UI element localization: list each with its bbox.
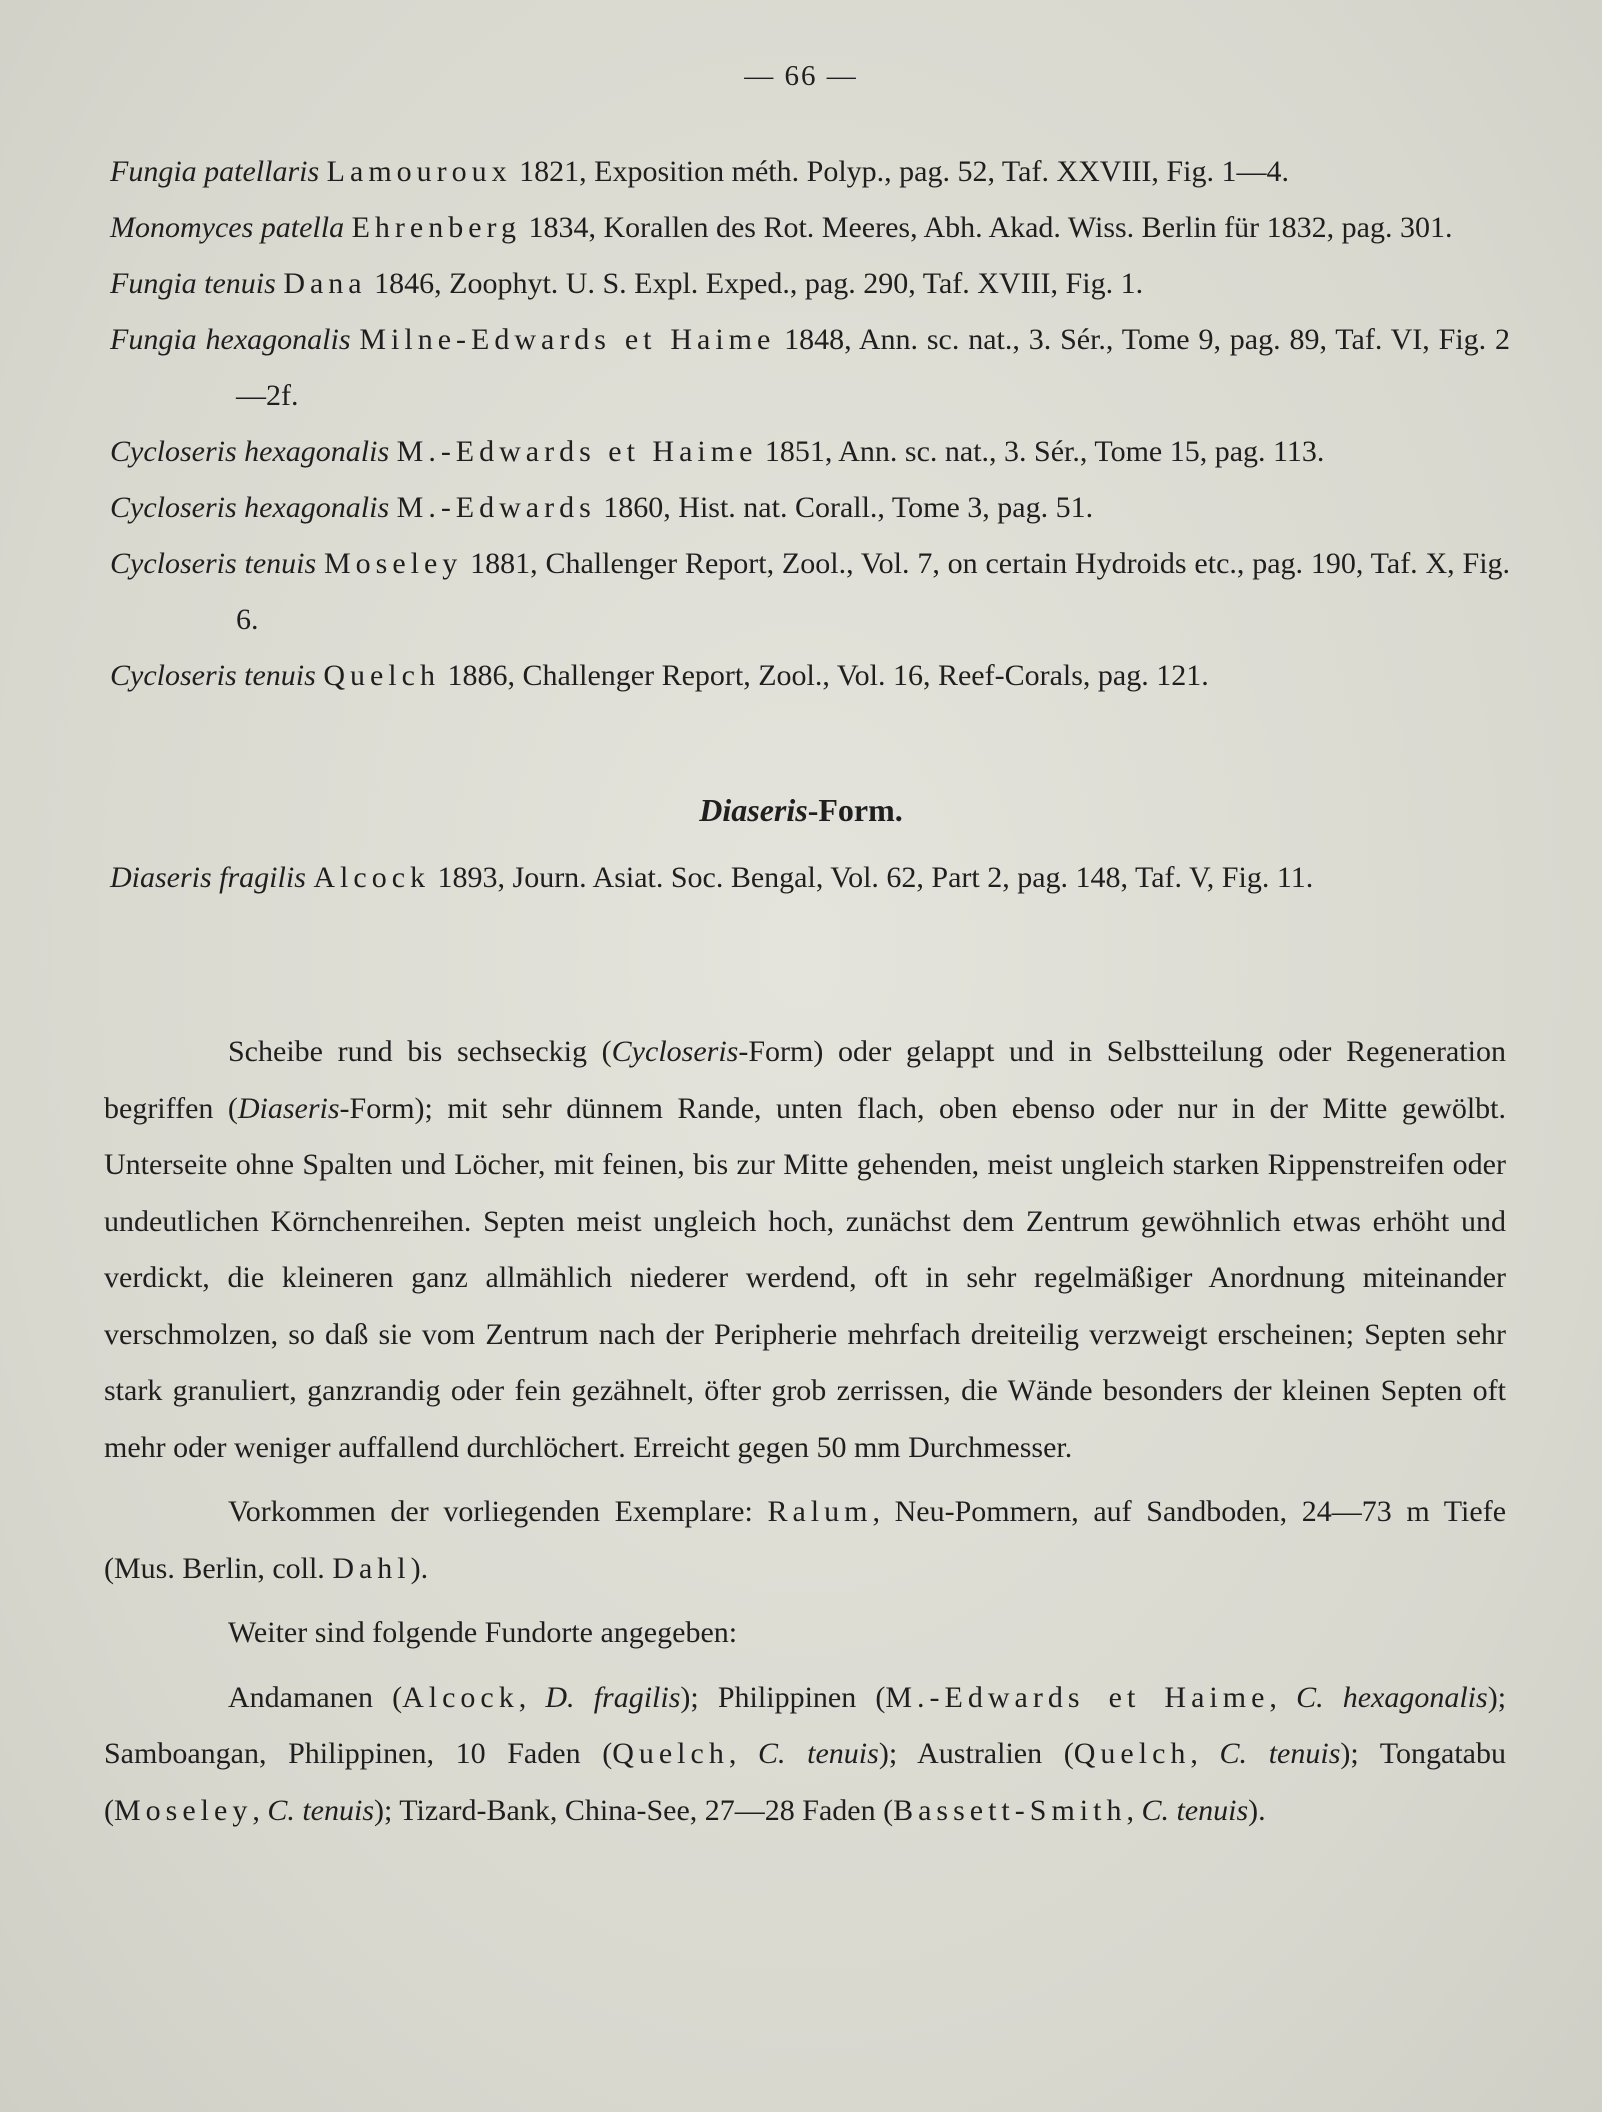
- text-run: ); Australien (: [878, 1737, 1074, 1770]
- text-run: ).: [1248, 1793, 1266, 1827]
- text-run: Scheibe rund bis sechseckig (: [228, 1035, 612, 1068]
- species-name: Monomyces patella: [110, 211, 345, 244]
- species-name: Cycloseris hexagonalis: [110, 491, 390, 524]
- synonymy-list: [110, 144, 1510, 704]
- species-name: C. tenuis: [267, 1793, 374, 1827]
- text-run: ); Tizard-Bank, China-See, 27—28 Faden (: [374, 1793, 894, 1827]
- species-name: Fungia tenuis: [110, 267, 276, 300]
- synonym-entry: [110, 312, 1510, 424]
- text-run: ); Philippinen (: [680, 1680, 886, 1714]
- author-name: Moseley: [323, 547, 463, 580]
- text-run: Vorkommen der vorliegenden Exemplare:: [228, 1495, 753, 1528]
- heading-suffix: -Form.: [807, 792, 903, 828]
- synonym-entry: [110, 850, 1510, 906]
- author-name: Milne-Edwards et Haime: [359, 323, 776, 356]
- citation: 1860, Hist. nat. Corall., Tome 3, pag. 51.: [603, 491, 1094, 524]
- text-run: , Neu-Pommern, auf Sandboden, 24—73 m Tiefe (Mus. Berlin, coll.: [104, 1495, 1507, 1585]
- citation: 1881, Challenger Report, Zool., Vol. 7, on certain Hydroids etc., pag. 190, Taf. X, Fig. 6.: [236, 547, 1511, 636]
- species-name: D. fragilis: [545, 1680, 681, 1714]
- species-name: C. tenuis: [1141, 1793, 1249, 1827]
- author-name: Moseley: [114, 1793, 253, 1827]
- citation: 1893, Journ. Asiat. Soc. Bengal, Vol. 62, Part 2, pag. 148, Taf. V, Fig. 11.: [437, 861, 1314, 894]
- occurrence-paragraph: [104, 1484, 1506, 1597]
- species-name: C. tenuis: [1219, 1737, 1341, 1770]
- page-number: — 66 —: [744, 60, 858, 92]
- author-name: M.-Edwards et Haime: [885, 1680, 1270, 1714]
- text-run: ); Samboangan, Philippinen, 10 Faden (: [104, 1680, 1507, 1770]
- text-run: ); Tongatabu (: [104, 1737, 1507, 1827]
- citation: 1846, Zoophyt. U. S. Expl. Exped., pag. 290, Taf. XVIII, Fig. 1.: [374, 267, 1144, 300]
- species-name: Cycloseris tenuis: [110, 547, 317, 580]
- text-run: -Form); mit sehr dünnem Rande, unten flach, oben ebenso oder nur in der Mitte gewölbt. Unterseite ohne Spalten und Löcher, mit feinen, bis zur Mitte gehenden, meist ungleich starken Rippenstreifen oder undeutlichen Körnchenreihen. Septen meist ungleich hoch, zunächst dem Zentrum gewöhnlich etwas erhöht und verdickt, die kleineren ganz allmählich niederer werdend, oft in sehr regelmäßiger Anordnung miteinander verschmolzen, so daß sie vom Zentrum nach der Peripherie mehrfach dreiteilig verzweigt erscheinen; Septen sehr stark granuliert, ganzrandig oder fein gezähnelt, öfter grob zerrissen, die Wände besonders der kleinen Septen oft mehr oder weniger auffallend durchlöchert. Erreicht gegen 50 mm Durchmesser.: [104, 1091, 1506, 1464]
- text-run: ).: [410, 1551, 429, 1585]
- species-name: Cycloseris tenuis: [110, 659, 316, 692]
- author-name: M.-Edwards et Haime: [396, 435, 758, 468]
- description-paragraph: [104, 1024, 1506, 1476]
- synonym-entry: [110, 536, 1510, 648]
- citation: 1886, Challenger Report, Zool., Vol. 16, Reef-Corals, pag. 121.: [447, 659, 1209, 692]
- author-name: Bassett-Smith: [893, 1793, 1127, 1827]
- author-name: Quelch: [612, 1737, 729, 1770]
- author-name: Alcock: [313, 861, 431, 894]
- diaseris-synonymy: [110, 850, 1510, 906]
- synonym-entry: [110, 200, 1510, 256]
- species-name: Cycloseris hexagonalis: [110, 435, 390, 468]
- genus-name: Diaseris: [237, 1091, 340, 1125]
- author-name: Quelch: [323, 659, 440, 692]
- species-name: Fungia patellaris: [110, 155, 320, 188]
- locality-name: Ralum: [767, 1495, 873, 1528]
- synonym-entry: [110, 480, 1510, 536]
- species-name: Diaseris fragilis: [110, 861, 306, 894]
- species-name: C. hexagonalis: [1296, 1680, 1488, 1714]
- species-name: C. tenuis: [758, 1737, 879, 1770]
- body-text: [104, 1024, 1506, 1847]
- synonym-entry: [110, 144, 1510, 200]
- author-name: Ehrenberg: [351, 211, 522, 244]
- author-name: Lamouroux: [326, 155, 512, 188]
- localities-paragraph: Andamanen (Alcock, D. fragilis); Philippinen (M.-Edwards et Haime, C. hexagonalis); Samboangan, Philippinen, 10 Faden (Quelch, C. tenuis); Australien (Quelch, C. tenuis); Tongatabu (Moseley, C. tenuis); Tizard-Bank, China-See, 27—28 Faden (Bassett-Smith, C. tenuis).: [104, 1680, 1507, 1827]
- text-run: -Form) oder gelappt und in Selbstteilung oder Regeneration begriffen (: [104, 1035, 1506, 1125]
- citation: 1834, Korallen des Rot. Meeres, Abh. Akad. Wiss. Berlin für 1832, pag. 301.: [528, 211, 1453, 244]
- citation: 1851, Ann. sc. nat., 3. Sér., Tome 15, pag. 113.: [764, 435, 1325, 468]
- citation: 1848, Ann. sc. nat., 3. Sér., Tome 9, pag. 89, Taf. VI, Fig. 2—2f.: [236, 323, 1511, 412]
- author-name: M.-Edwards: [396, 491, 596, 524]
- synonym-entry: [110, 256, 1510, 312]
- collector-name: Dahl: [332, 1551, 411, 1585]
- heading-genus: Diaseris: [699, 792, 808, 828]
- author-name: Dana: [283, 267, 367, 300]
- section-heading: [0, 792, 1602, 829]
- further-paragraph: [104, 1605, 1506, 1662]
- text-run: Weiter sind folgende Fundorte angegeben:: [228, 1616, 738, 1649]
- citation: 1821, Exposition méth. Polyp., pag. 52, Taf. XXVIII, Fig. 1—4.: [519, 155, 1289, 188]
- author-name: Quelch: [1073, 1737, 1191, 1770]
- genus-name: Cycloseris: [611, 1035, 739, 1068]
- text-run: Andamanen (: [228, 1680, 403, 1714]
- author-name: Alcock: [402, 1680, 519, 1714]
- synonym-entry: [110, 648, 1510, 704]
- synonym-entry: [110, 424, 1510, 480]
- species-name: Fungia hexagonalis: [110, 323, 351, 356]
